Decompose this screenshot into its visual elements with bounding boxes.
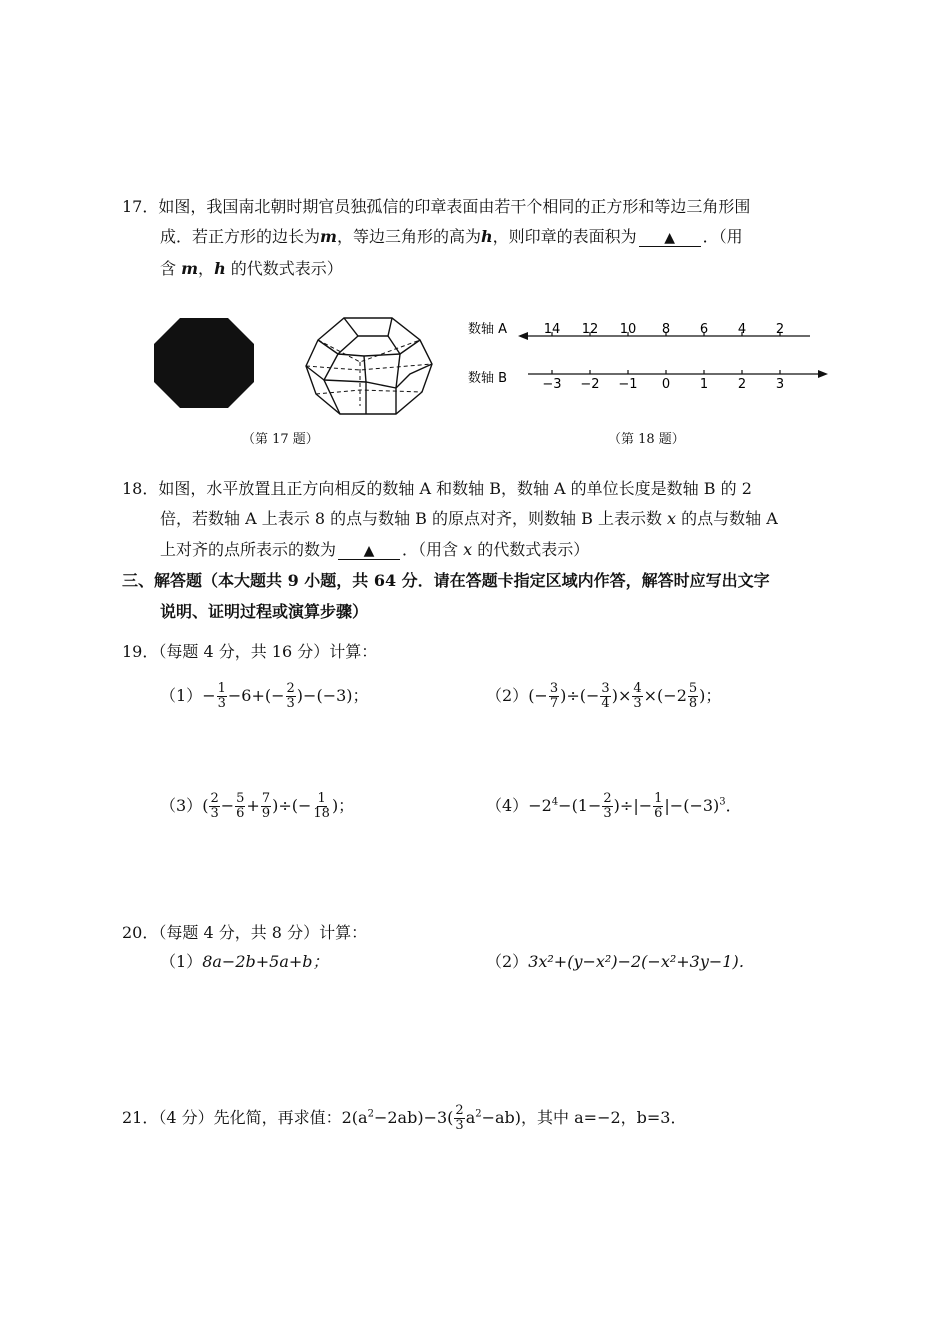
seal-solid-figure xyxy=(300,310,438,422)
fraction: $\frac{5}{8}$ xyxy=(688,681,698,711)
q18-line-3: 上对齐的点所表示的数为 ▲ ．（用含 x 的代数式表示） xyxy=(160,540,590,559)
fraction: $\frac{4}{3}$ xyxy=(633,681,642,711)
fraction: $\frac{1}{6}$ xyxy=(654,791,663,821)
axis-a-tick-label: 8 xyxy=(661,322,671,337)
fraction: $\frac{3}{4}$ xyxy=(601,681,610,711)
fig18-caption: （第 18 题） xyxy=(608,432,685,447)
q17-answer-blank: ▲ xyxy=(639,230,701,247)
q20-header: 20．（每题 4 分，共 8 分）计算： xyxy=(122,923,368,942)
axis-b-arrow-icon xyxy=(818,370,828,378)
q17-line-1: 17．如图，我国南北朝时期官员独孤信的印章表面由若干个相同的正方形和等边三角形围 xyxy=(122,197,751,216)
fraction: $\frac{2}{3}$ xyxy=(210,791,219,821)
axis-a-tick-label: 6 xyxy=(699,322,709,337)
seal-face-figure xyxy=(150,314,258,412)
q20-part-2: （2）3x²+(y−x²)−2(−x²+3y−1)． xyxy=(486,952,755,971)
axis-b-tick-label: 0 xyxy=(661,377,671,392)
fraction: $\frac{2}{3}$ xyxy=(603,791,612,821)
q17-line-3: 含 m，h 的代数式表示） xyxy=(160,259,343,278)
q18-answer-blank: ▲ xyxy=(338,543,400,560)
fraction: $\frac{5}{6}$ xyxy=(236,791,245,821)
axis-a-tick-label: 2 xyxy=(775,322,785,337)
axis-b-tick-label: 3 xyxy=(775,377,785,392)
q19-part-1: （1）− $\frac{1}{3}$ −6+(− $\frac{2}{3}$ )−(−3)； xyxy=(160,681,369,711)
axis-b-label: 数轴 B xyxy=(468,371,508,386)
q18-line-2: 倍，若数轴 A 上表示 8 的点与数轴 B 的原点对齐，则数轴 B 上表示数 x 的点与数轴 A xyxy=(160,509,778,528)
fraction: $\frac{2}{3}$ xyxy=(286,681,295,711)
section3-line-1: 三、解答题（本大题共 9 小题，共 64 分．请在答题卡指定区域内作答，解答时应写出文字 xyxy=(122,571,770,590)
q19-part-4: $(4)-2^4-(1-$ $\frac{2}{3}$ )÷|− $\frac{1}{6}$ $|-(-3)^3$． xyxy=(486,791,742,821)
axis-b-tick-label: −3 xyxy=(542,377,562,392)
axis-b-tick-label: −2 xyxy=(580,377,600,392)
axis-a-arrow-icon xyxy=(518,332,528,340)
q21-line: 21．（4 分）先化简，再求值：$2(a^2-2ab)-3$( $\frac{2}{3}$ $a^2-ab$)，其中 a=−2，b=3． xyxy=(122,1103,687,1133)
q19-part-3: （3）( $\frac{2}{3}$ − $\frac{5}{6}$ + $\frac{7}{9}$ )÷(− $\frac{1}{18}$ )； xyxy=(160,791,355,821)
number-lines-figure xyxy=(460,314,840,404)
axis-a-label: 数轴 A xyxy=(468,322,508,337)
fraction: $\frac{2}{3}$ xyxy=(455,1103,464,1133)
fraction: $\frac{3}{7}$ xyxy=(549,681,559,711)
q18-number: 18． xyxy=(122,479,159,498)
axis-b-tick-label: 1 xyxy=(699,377,709,392)
axis-a-tick-label: 14 xyxy=(543,322,561,337)
q19-header: 19．（每题 4 分，共 16 分）计算： xyxy=(122,642,378,661)
q17-number: 17． xyxy=(122,197,159,216)
fraction: $\frac{7}{9}$ xyxy=(261,791,271,821)
axis-b-tick-label: −1 xyxy=(618,377,638,392)
axis-a-tick-label: 4 xyxy=(737,322,747,337)
fig17-caption: （第 17 题） xyxy=(242,432,319,447)
axis-b-tick-label: 2 xyxy=(737,377,747,392)
axis-a-tick-label: 12 xyxy=(581,322,599,337)
fraction: $\frac{1}{3}$ xyxy=(217,681,226,711)
section3-line-2: 说明、证明过程或演算步骤） xyxy=(160,602,369,621)
q18-line-1: 18．如图，水平放置且正方向相反的数轴 A 和数轴 B，数轴 A 的单位长度是数轴 B 的 2 xyxy=(122,479,752,498)
axis-a-tick-label: 10 xyxy=(619,322,637,337)
q19-part-2: （2）(− $\frac{3}{7}$ )÷(− $\frac{3}{4}$ )× $\frac{4}{3}$ ×(−2 $\frac{5}{8}$ )； xyxy=(486,681,722,711)
q17-line-2: 成．若正方形的边长为m，等边三角形的高为h，则印章的表面积为 ▲ ．（用 xyxy=(160,227,743,246)
fraction: $\frac{1}{18}$ xyxy=(313,791,330,821)
q20-part-1: （1）8a−2b+5a+b； xyxy=(160,952,329,971)
